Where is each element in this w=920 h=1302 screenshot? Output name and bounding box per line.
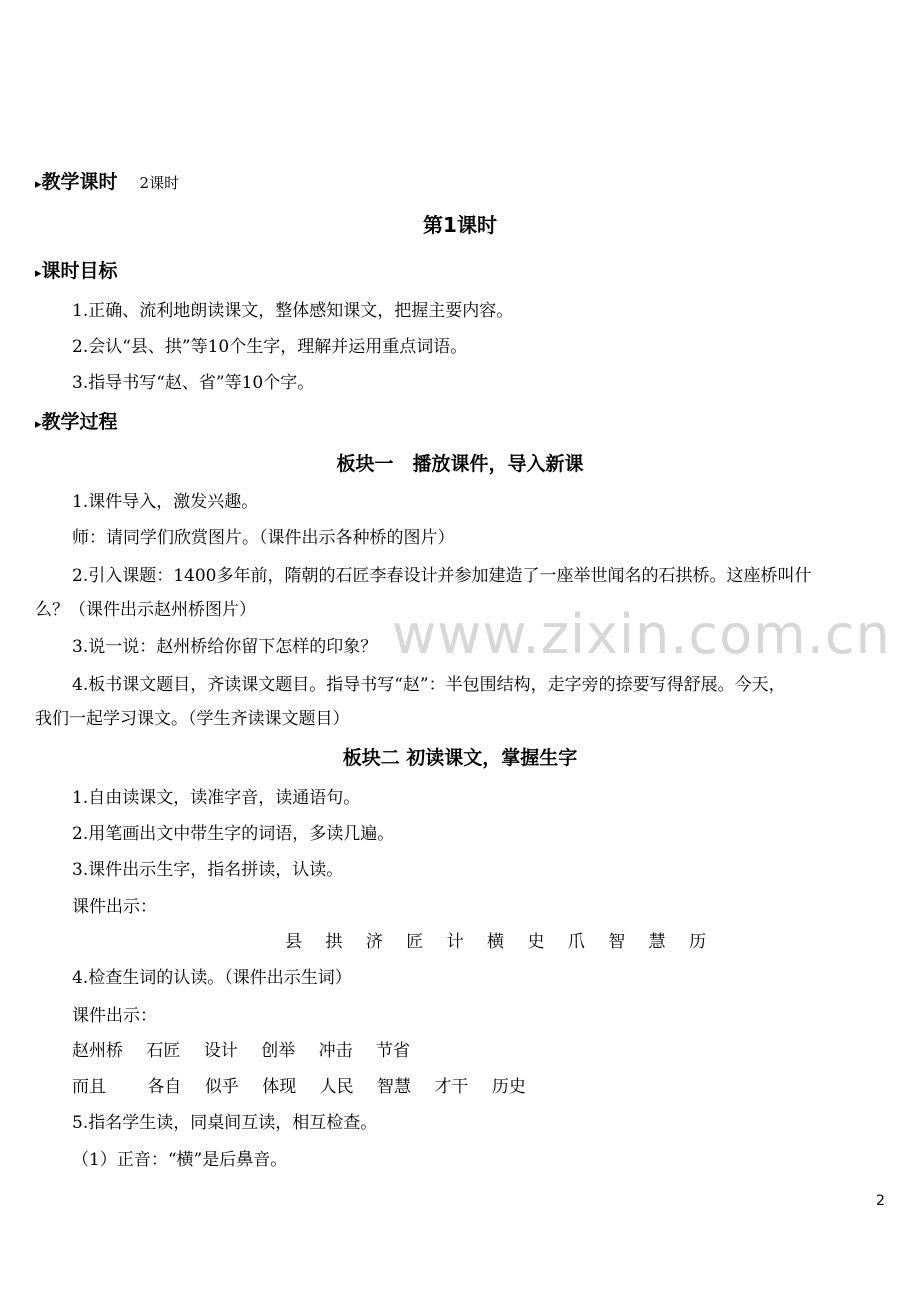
vocab-word: 体现 (262, 1077, 297, 1097)
goals-title: 课时目标 (41, 260, 118, 282)
triangle-bullet-icon: ▸ (35, 417, 42, 432)
block2-line: 5.指名学生读，同桌间互读，相互检查。 (72, 1113, 378, 1133)
block2-line: （1）正音：“横”是后鼻音。 (72, 1150, 288, 1170)
block2-line: 2.用笔画出文中带生字的词语，多读几遍。 (72, 824, 395, 844)
vocab-word: 节省 (376, 1041, 411, 1061)
vocab-word: 而且 (72, 1077, 106, 1097)
watermark: www.zixin.com.cn (392, 603, 891, 666)
block1-line: 2.引入课题：1400多年前，隋朝的石匠李春设计并参加建造了一座举世闻名的石拱桥。这座桥叫什 (72, 566, 812, 586)
character: 县 (285, 932, 302, 952)
vocab-word: 人民 (319, 1077, 354, 1097)
lesson-title: 第1课时 (423, 213, 497, 237)
word-row (72, 1039, 428, 1063)
character: 横 (487, 932, 505, 952)
new-characters (276, 930, 715, 954)
triangle-bullet-icon: ▸ (35, 266, 42, 281)
goal-item: 2.会认“县、拱”等10个生字，理解并运用重点词语。 (72, 337, 468, 357)
vocab-word: 似乎 (204, 1077, 239, 1097)
vocab-word: 智慧 (377, 1077, 412, 1097)
character: 慧 (648, 932, 666, 952)
lesson-hours-value: 2课时 (139, 174, 180, 192)
character: 爪 (567, 932, 585, 952)
goal-item: 3.指导书写“赵、省”等10个字。 (72, 373, 315, 393)
vocab-word: 设计 (203, 1041, 238, 1061)
vocab-word: 才干 (434, 1077, 469, 1097)
word-row (72, 1075, 544, 1099)
goal-item: 1.正确、流利地朗读课文，整体感知课文，把握主要内容。 (72, 301, 514, 321)
block1-line: 1.课件导入，激发兴趣。 (72, 492, 259, 512)
vocab-word: 各自 (147, 1077, 182, 1097)
block1-line: 4.板书课文题目，齐读课文题目。指导书写“赵”：半包围结构，走字旁的捺要写得舒展。今天， (72, 675, 786, 695)
block1-line: 3.说一说：赵州桥给你留下怎样的印象？ (72, 637, 378, 657)
process-title: 教学过程 (41, 411, 118, 433)
block1-title: 板块一 播放课件，导入新课 (336, 453, 584, 475)
triangle-bullet-icon: ▸ (35, 177, 42, 192)
block1-line: 师：请同学们欣赏图片。（课件出示各种桥的图片） (72, 528, 455, 548)
vocab-word: 创举 (261, 1041, 296, 1061)
page-number: 2 (876, 1193, 885, 1209)
goals-heading (35, 259, 118, 286)
vocab-word: 石匠 (146, 1041, 181, 1061)
character: 拱 (325, 932, 343, 952)
block1-line: 么？（课件出示赵州桥图片） (35, 600, 256, 620)
block1-line: 我们一起学习课文。（学生齐读课文题目） (35, 709, 350, 729)
process-heading (35, 410, 118, 437)
lesson-hours-label: 教学课时 (41, 171, 118, 193)
character: 历 (689, 932, 707, 952)
character: 匠 (406, 932, 424, 952)
block2-line: 课件出示： (72, 1006, 157, 1026)
block2-line: 3.课件出示生字，指名拼读，认读。 (72, 860, 344, 880)
vocab-word: 历史 (491, 1077, 526, 1097)
character: 智 (608, 932, 626, 952)
block2-title: 板块二 初读课文，掌握生字 (342, 747, 578, 769)
vocab-word: 赵州桥 (72, 1041, 123, 1061)
block2-line: 1.自由读课文，读准字音，读通语句。 (72, 788, 361, 808)
character: 计 (446, 932, 464, 952)
lesson-hours-row (35, 170, 179, 197)
character: 史 (527, 932, 545, 952)
character: 济 (365, 932, 383, 952)
vocab-word: 冲击 (318, 1041, 353, 1061)
block2-line: 4.检查生词的认读。（课件出示生词） (72, 968, 352, 988)
block2-line: 课件出示： (72, 897, 157, 917)
